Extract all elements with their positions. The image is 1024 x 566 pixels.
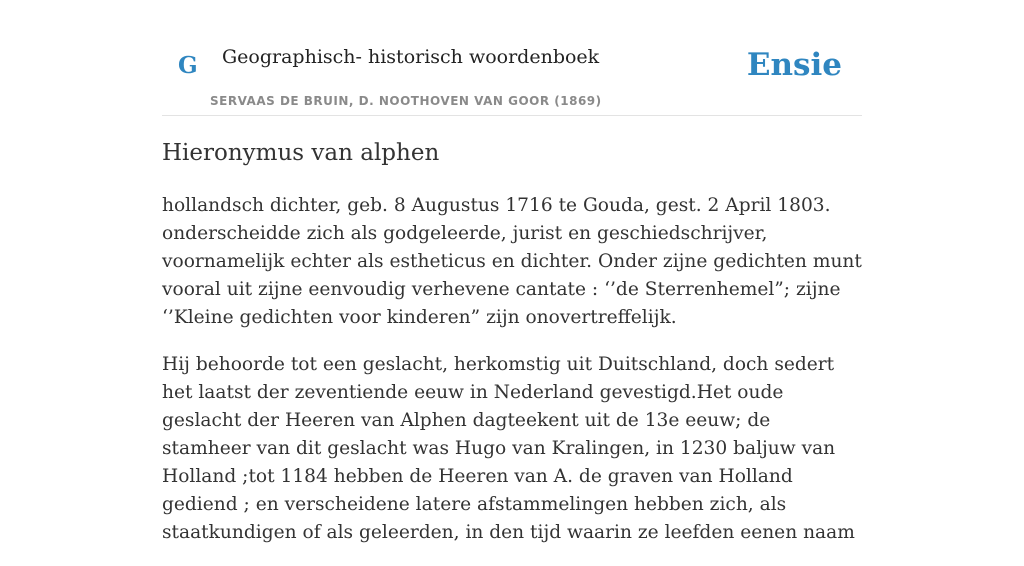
book-author: SERVAAS DE BRUIN, D. NOOTHOVEN VAN GOOR (1869) bbox=[210, 94, 602, 108]
book-badge[interactable]: G bbox=[178, 52, 198, 79]
ensie-logo[interactable]: Ensie bbox=[746, 47, 842, 83]
entry-content bbox=[162, 192, 862, 566]
entry-title: Hieronymus van alphen bbox=[162, 140, 440, 166]
book-header bbox=[162, 0, 862, 116]
book-title-link[interactable]: Geographisch- historisch woordenboek bbox=[222, 46, 600, 68]
entry-paragraph: Hij behoorde tot een geslacht, herkomstig uit Duitschland, doch sedert het laatst der zeventiende eeuw in Nederland gevestigd.Het oude geslacht der Heeren van Alphen dagteekent uit de 13e eeuw; de stamheer van dit geslacht was Hugo van Kralingen, in 1230 baljuw van Holland ;tot 1184 hebben de Heeren van A. de graven van Holland gediend ; en verscheidene latere afstammelingen hebben zich, als staatkundigen of als geleerden, in den tijd waarin ze leefden eenen naam bbox=[162, 354, 855, 543]
entry-paragraph: hollandsch dichter, geb. 8 Augustus 1716 te Gouda, gest. 2 April 1803. onderscheidde zich als godgeleerde, jurist en geschiedschrijver, voornamelijk echter als estheticus en dichter. Onder zijne gedichten munt vooral uit zijne eenvoudig verhevene cantate : ‘’de Sterrenhemel”; zijne ‘’Kleine gedichten voor kinderen” zijn onovertreffelijk. bbox=[162, 195, 862, 328]
